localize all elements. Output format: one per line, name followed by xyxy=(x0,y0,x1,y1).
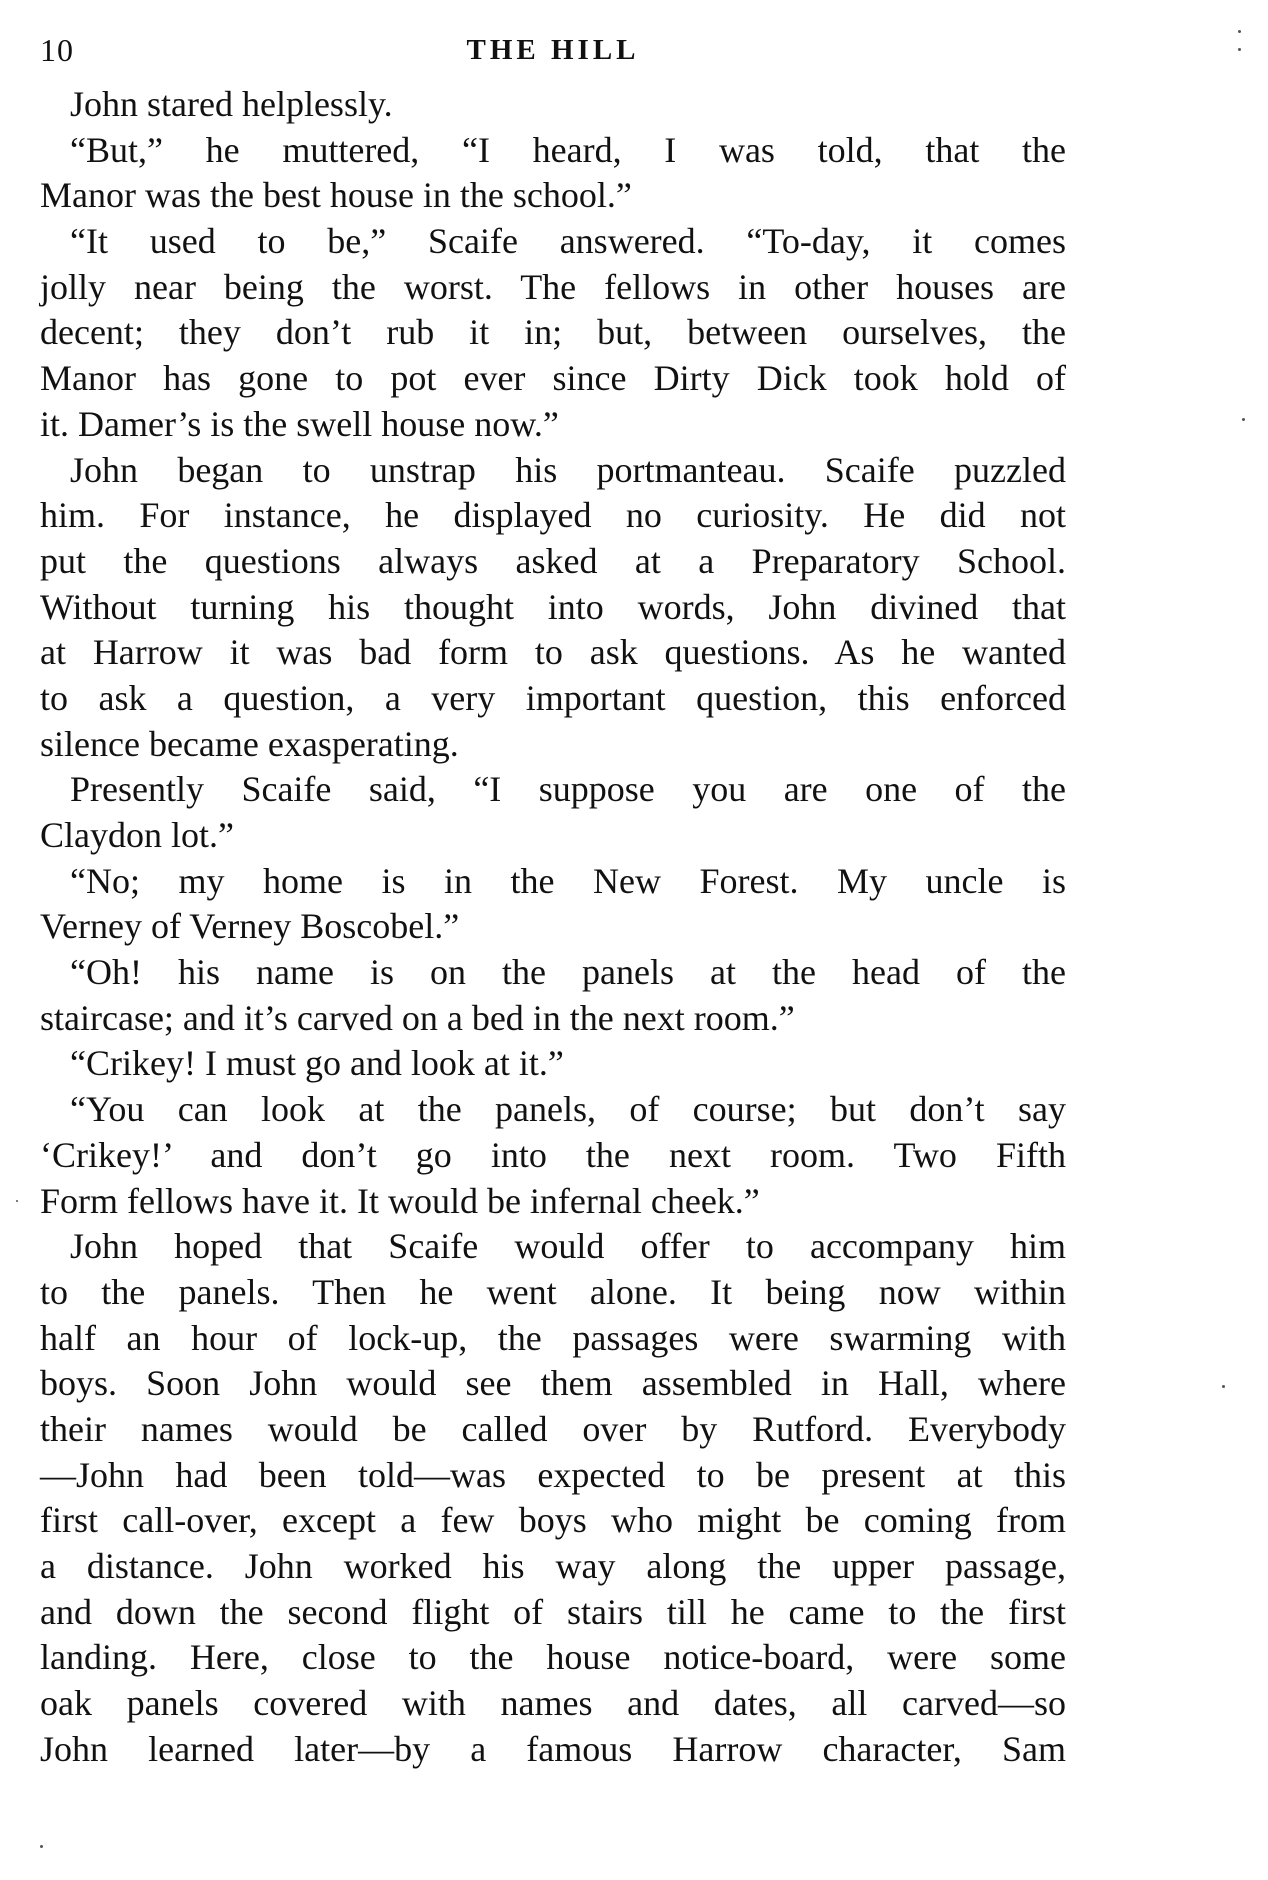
text-line: boys. Soon John would see them assembled in Hall, where xyxy=(40,1363,1066,1404)
text-line: ‘Crikey!’ and don’t go into the next room. Two Fifth xyxy=(40,1134,1066,1175)
text-line: Form fellows have it. It would be infernal cheek.” xyxy=(40,1180,760,1221)
text-line: a distance. John worked his way along the upper passage, xyxy=(40,1546,1066,1586)
text-line: it. Damer’s is the swell house now.” xyxy=(40,403,559,444)
scan-speck xyxy=(40,1845,43,1848)
text-line: Without turning his thought into words, John divined that xyxy=(40,586,1066,627)
text-line: half an hour of lock-up, the passages were swarming with xyxy=(40,1317,1066,1358)
text-line: John stared helplessly. xyxy=(70,84,393,124)
text-line: first call-over, except a few boys who might be coming from xyxy=(40,1500,1066,1541)
scan-speck xyxy=(16,1200,18,1202)
text-line: to the panels. Then he went alone. It being now within xyxy=(40,1271,1066,1312)
scan-speck xyxy=(1222,1385,1225,1388)
scan-speck xyxy=(1238,48,1241,51)
text-line: Manor has gone to pot ever since Dirty Dick took hold of xyxy=(40,358,1066,399)
text-line: decent; they don’t rub it in; but, between ourselves, the xyxy=(40,312,1066,353)
text-line: John learned later—by a famous Harrow character, Sam xyxy=(40,1728,1066,1769)
text-line: “No; my home is in the New Forest. My uncle is xyxy=(70,860,1066,901)
text-line: jolly near being the worst. The fellows in other houses are xyxy=(40,266,1066,307)
text-line: “It used to be,” Scaife answered. “To-day, it comes xyxy=(70,221,1066,262)
page-number: 10 xyxy=(40,32,74,68)
text-line: —John had been told—was expected to be present at this xyxy=(40,1454,1066,1495)
text-line: their names would be called over by Rutford. Everybody xyxy=(40,1408,1066,1449)
scan-speck xyxy=(1238,30,1241,33)
text-line: him. For instance, he displayed no curiosity. He did not xyxy=(40,495,1066,536)
text-line: “You can look at the panels, of course; but don’t say xyxy=(70,1089,1066,1130)
text-line: oak panels covered with names and dates, all carved—so xyxy=(40,1683,1066,1724)
text-line: staircase; and it’s carved on a bed in the next room.” xyxy=(40,997,795,1038)
text-line: Presently Scaife said, “I suppose you are one of the xyxy=(70,769,1066,810)
text-line: to ask a question, a very important question, this enforced xyxy=(40,677,1066,718)
text-line: landing. Here, close to the house notice-board, were some xyxy=(40,1637,1066,1678)
text-line: “Crikey! I must go and look at it.” xyxy=(70,1043,564,1084)
text-line: “But,” he muttered, “I heard, I was told, that the xyxy=(70,129,1066,170)
body-text xyxy=(40,82,1066,1772)
text-line: John began to unstrap his portmanteau. Scaife puzzled xyxy=(70,449,1066,490)
running-title: THE HILL xyxy=(466,34,640,66)
text-line: put the questions always asked at a Preparatory School. xyxy=(40,540,1066,581)
text-line: John hoped that Scaife would offer to accompany him xyxy=(70,1226,1066,1267)
running-head xyxy=(40,26,1066,74)
text-line: “Oh! his name is on the panels at the head of the xyxy=(70,952,1066,993)
scan-speck xyxy=(1242,418,1245,421)
text-line: silence became exasperating. xyxy=(40,723,459,764)
text-line: Manor was the best house in the school.” xyxy=(40,175,632,216)
text-line: at Harrow it was bad form to ask questions. As he wanted xyxy=(40,632,1066,673)
text-line: Claydon lot.” xyxy=(40,815,234,855)
text-line: and down the second flight of stairs till he came to the first xyxy=(40,1591,1066,1632)
text-line: Verney of Verney Boscobel.” xyxy=(40,906,460,947)
